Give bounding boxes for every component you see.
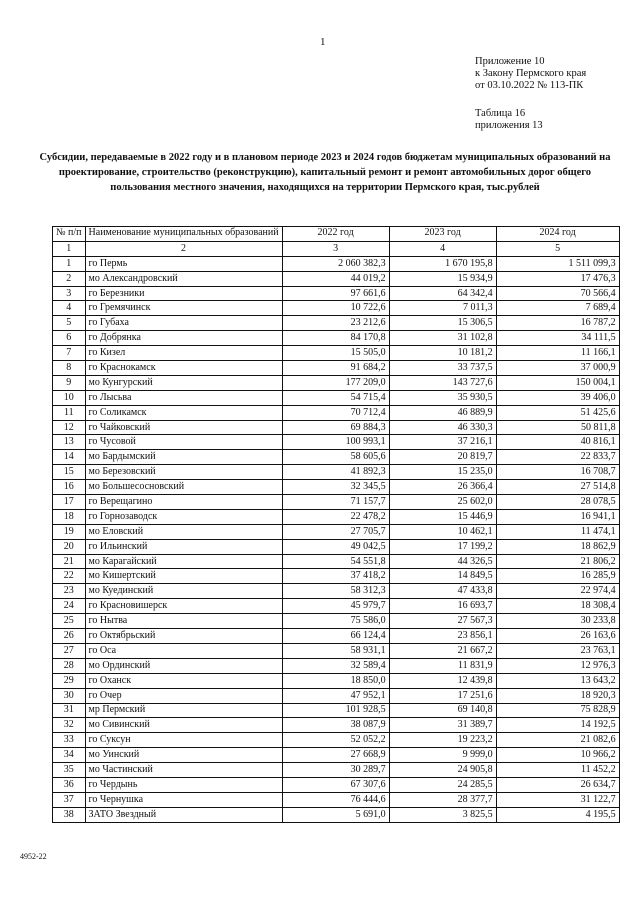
table-row <box>53 524 620 539</box>
municipality-name: мо Куединский <box>85 584 282 599</box>
table-row <box>53 450 620 465</box>
value-2024: 18 308,4 <box>496 599 619 614</box>
municipality-name: го Лысьва <box>85 390 282 405</box>
value-2023: 143 727,6 <box>389 375 496 390</box>
row-number: 18 <box>53 509 86 524</box>
value-2023: 44 326,5 <box>389 554 496 569</box>
table-row <box>53 688 620 703</box>
municipality-name: го Кизел <box>85 346 282 361</box>
value-2024: 28 078,5 <box>496 495 619 510</box>
value-2022: 41 892,3 <box>282 465 389 480</box>
value-2024: 37 000,9 <box>496 361 619 376</box>
table-row <box>53 748 620 763</box>
value-2022: 27 705,7 <box>282 524 389 539</box>
table-row <box>53 777 620 792</box>
row-number: 15 <box>53 465 86 480</box>
table-row <box>53 301 620 316</box>
value-2023: 20 819,7 <box>389 450 496 465</box>
value-2024: 22 974,4 <box>496 584 619 599</box>
value-2024: 70 566,4 <box>496 286 619 301</box>
row-number: 24 <box>53 599 86 614</box>
table-row <box>53 658 620 673</box>
value-2024: 27 514,8 <box>496 480 619 495</box>
value-2022: 58 605,6 <box>282 450 389 465</box>
value-2022: 44 019,2 <box>282 271 389 286</box>
municipality-name: мо Кишертский <box>85 569 282 584</box>
municipality-name: го Березники <box>85 286 282 301</box>
table-row <box>53 554 620 569</box>
value-2022: 54 715,4 <box>282 390 389 405</box>
value-2024: 26 634,7 <box>496 777 619 792</box>
row-number: 7 <box>53 346 86 361</box>
value-2023: 15 306,5 <box>389 316 496 331</box>
table-row <box>53 316 620 331</box>
municipality-name: го Нытва <box>85 614 282 629</box>
value-2023: 1 670 195,8 <box>389 256 496 271</box>
row-number: 23 <box>53 584 86 599</box>
header-number: № п/п <box>53 227 86 242</box>
column-index: 2 <box>85 241 282 256</box>
value-2023: 16 693,7 <box>389 599 496 614</box>
value-2024: 50 811,8 <box>496 420 619 435</box>
value-2024: 39 406,0 <box>496 390 619 405</box>
table-row <box>53 718 620 733</box>
value-2022: 76 444,6 <box>282 792 389 807</box>
municipality-name: мо Ординский <box>85 658 282 673</box>
municipality-name: мо Александровский <box>85 271 282 286</box>
table-row <box>53 271 620 286</box>
appendix-line: к Закону Пермского края <box>475 68 587 79</box>
table-row <box>53 569 620 584</box>
value-2023: 69 140,8 <box>389 703 496 718</box>
row-number: 33 <box>53 733 86 748</box>
municipality-name: го Добрянка <box>85 331 282 346</box>
table-row <box>53 361 620 376</box>
table-label: Таблица 16 <box>475 108 526 119</box>
table-row <box>53 763 620 778</box>
value-2022: 52 052,2 <box>282 733 389 748</box>
value-2023: 3 825,5 <box>389 807 496 822</box>
row-number: 22 <box>53 569 86 584</box>
row-number: 11 <box>53 405 86 420</box>
municipality-name: го Верещагино <box>85 495 282 510</box>
table-row <box>53 614 620 629</box>
value-2023: 35 930,5 <box>389 390 496 405</box>
value-2022: 54 551,8 <box>282 554 389 569</box>
value-2023: 23 856,1 <box>389 629 496 644</box>
value-2023: 10 462,1 <box>389 524 496 539</box>
value-2023: 9 999,0 <box>389 748 496 763</box>
table-body <box>53 256 620 822</box>
municipality-name: мо Березовский <box>85 465 282 480</box>
value-2023: 64 342,4 <box>389 286 496 301</box>
value-2022: 66 124,4 <box>282 629 389 644</box>
value-2023: 46 889,9 <box>389 405 496 420</box>
municipality-name: мр Пермский <box>85 703 282 718</box>
table-row <box>53 256 620 271</box>
document-code: 4952-22 <box>20 852 47 861</box>
municipality-name: го Ильинский <box>85 539 282 554</box>
value-2022: 37 418,2 <box>282 569 389 584</box>
row-number: 12 <box>53 420 86 435</box>
municipality-name: го Чусовой <box>85 435 282 450</box>
table-header-row <box>53 227 620 242</box>
row-number: 9 <box>53 375 86 390</box>
value-2023: 17 199,2 <box>389 539 496 554</box>
value-2022: 69 884,3 <box>282 420 389 435</box>
table-row <box>53 420 620 435</box>
table-row <box>53 807 620 822</box>
row-number: 13 <box>53 435 86 450</box>
value-2023: 31 389,7 <box>389 718 496 733</box>
municipality-name: го Пермь <box>85 256 282 271</box>
value-2024: 30 233,8 <box>496 614 619 629</box>
table-row <box>53 495 620 510</box>
value-2022: 32 589,4 <box>282 658 389 673</box>
table-row <box>53 643 620 658</box>
value-2024: 31 122,7 <box>496 792 619 807</box>
row-number: 26 <box>53 629 86 644</box>
municipality-name: го Соликамск <box>85 405 282 420</box>
appendix-header <box>475 56 586 92</box>
municipality-name: го Октябрьский <box>85 629 282 644</box>
row-number: 35 <box>53 763 86 778</box>
value-2023: 33 737,5 <box>389 361 496 376</box>
value-2023: 7 011,3 <box>389 301 496 316</box>
value-2023: 15 934,9 <box>389 271 496 286</box>
page-number: 1 <box>320 36 326 48</box>
row-number: 6 <box>53 331 86 346</box>
value-2024: 21 082,6 <box>496 733 619 748</box>
value-2023: 28 377,7 <box>389 792 496 807</box>
value-2024: 11 166,1 <box>496 346 619 361</box>
value-2024: 11 474,1 <box>496 524 619 539</box>
value-2022: 10 722,6 <box>282 301 389 316</box>
row-number: 36 <box>53 777 86 792</box>
row-number: 32 <box>53 718 86 733</box>
row-number: 31 <box>53 703 86 718</box>
municipality-name: го Красновишерск <box>85 599 282 614</box>
header-2023: 2023 год <box>389 227 496 242</box>
value-2022: 45 979,7 <box>282 599 389 614</box>
value-2023: 11 831,9 <box>389 658 496 673</box>
table-row <box>53 584 620 599</box>
value-2024: 13 643,2 <box>496 673 619 688</box>
header-2024: 2024 год <box>496 227 619 242</box>
value-2022: 49 042,5 <box>282 539 389 554</box>
value-2023: 24 285,5 <box>389 777 496 792</box>
document-title: Субсидии, передаваемые в 2022 году и в плановом периоде 2023 и 2024 годов бюджетам муниципальных образований на проектирование, строительство (реконструкцию), капитальный ремонт и ремонт автомобильных дорог общего пользования местного значения, находящихся на территории Пермского края, тыс.рублей <box>39 152 611 193</box>
value-2024: 16 285,9 <box>496 569 619 584</box>
value-2023: 17 251,6 <box>389 688 496 703</box>
municipality-name: го Оса <box>85 643 282 658</box>
value-2023: 24 905,8 <box>389 763 496 778</box>
value-2022: 177 209,0 <box>282 375 389 390</box>
row-number: 14 <box>53 450 86 465</box>
municipality-name: мо Уинский <box>85 748 282 763</box>
value-2023: 46 330,3 <box>389 420 496 435</box>
value-2022: 22 478,2 <box>282 509 389 524</box>
value-2024: 40 816,1 <box>496 435 619 450</box>
value-2022: 18 850,0 <box>282 673 389 688</box>
row-number: 21 <box>53 554 86 569</box>
municipality-name: го Оханск <box>85 673 282 688</box>
column-index: 1 <box>53 241 86 256</box>
value-2024: 4 195,5 <box>496 807 619 822</box>
value-2022: 5 691,0 <box>282 807 389 822</box>
row-number: 3 <box>53 286 86 301</box>
value-2022: 27 668,9 <box>282 748 389 763</box>
value-2023: 21 667,2 <box>389 643 496 658</box>
value-2022: 97 661,6 <box>282 286 389 301</box>
column-index: 3 <box>282 241 389 256</box>
value-2024: 21 806,2 <box>496 554 619 569</box>
value-2024: 23 763,1 <box>496 643 619 658</box>
row-number: 17 <box>53 495 86 510</box>
value-2023: 47 433,8 <box>389 584 496 599</box>
row-number: 5 <box>53 316 86 331</box>
table-row <box>53 599 620 614</box>
municipality-name: го Чердынь <box>85 777 282 792</box>
value-2023: 14 849,5 <box>389 569 496 584</box>
municipality-name: го Суксун <box>85 733 282 748</box>
table-row <box>53 792 620 807</box>
value-2024: 18 920,3 <box>496 688 619 703</box>
value-2022: 71 157,7 <box>282 495 389 510</box>
value-2022: 58 312,3 <box>282 584 389 599</box>
value-2022: 2 060 382,3 <box>282 256 389 271</box>
value-2022: 84 170,8 <box>282 331 389 346</box>
table-row <box>53 703 620 718</box>
value-2023: 15 446,9 <box>389 509 496 524</box>
municipality-name: мо Еловский <box>85 524 282 539</box>
row-number: 8 <box>53 361 86 376</box>
table-row <box>53 629 620 644</box>
value-2024: 1 511 099,3 <box>496 256 619 271</box>
row-number: 20 <box>53 539 86 554</box>
value-2023: 12 439,8 <box>389 673 496 688</box>
value-2023: 10 181,2 <box>389 346 496 361</box>
municipality-name: го Чайковский <box>85 420 282 435</box>
row-number: 28 <box>53 658 86 673</box>
value-2024: 11 452,2 <box>496 763 619 778</box>
value-2022: 67 307,6 <box>282 777 389 792</box>
value-2023: 26 366,4 <box>389 480 496 495</box>
value-2022: 100 993,1 <box>282 435 389 450</box>
table-row <box>53 390 620 405</box>
value-2022: 91 684,2 <box>282 361 389 376</box>
row-number: 2 <box>53 271 86 286</box>
value-2022: 38 087,9 <box>282 718 389 733</box>
municipality-name: мо Сивинский <box>85 718 282 733</box>
municipality-name: го Губаха <box>85 316 282 331</box>
value-2022: 32 345,5 <box>282 480 389 495</box>
column-index: 4 <box>389 241 496 256</box>
value-2024: 150 004,1 <box>496 375 619 390</box>
value-2022: 47 952,1 <box>282 688 389 703</box>
value-2024: 34 111,5 <box>496 331 619 346</box>
header-name: Наименование муниципальных образований <box>85 227 282 242</box>
table-reference <box>475 108 543 132</box>
value-2024: 7 689,4 <box>496 301 619 316</box>
municipality-name: го Горнозаводск <box>85 509 282 524</box>
value-2024: 12 976,3 <box>496 658 619 673</box>
appendix-line: от 03.10.2022 № 113-ПК <box>475 80 584 91</box>
value-2023: 25 602,0 <box>389 495 496 510</box>
row-number: 4 <box>53 301 86 316</box>
table-row <box>53 673 620 688</box>
row-number: 25 <box>53 614 86 629</box>
table-row <box>53 480 620 495</box>
table-row <box>53 733 620 748</box>
municipality-name: мо Большесосновский <box>85 480 282 495</box>
value-2024: 22 833,7 <box>496 450 619 465</box>
value-2024: 75 828,9 <box>496 703 619 718</box>
value-2024: 16 941,1 <box>496 509 619 524</box>
value-2022: 30 289,7 <box>282 763 389 778</box>
value-2024: 16 787,2 <box>496 316 619 331</box>
value-2024: 18 862,9 <box>496 539 619 554</box>
value-2023: 37 216,1 <box>389 435 496 450</box>
table-row <box>53 435 620 450</box>
row-number: 29 <box>53 673 86 688</box>
appendix-line: Приложение 10 <box>475 56 545 67</box>
table-row <box>53 405 620 420</box>
municipality-name: го Краснокамск <box>85 361 282 376</box>
value-2023: 19 223,2 <box>389 733 496 748</box>
row-number: 27 <box>53 643 86 658</box>
table-row <box>53 286 620 301</box>
municipality-name: мо Кунгурский <box>85 375 282 390</box>
value-2022: 15 505,0 <box>282 346 389 361</box>
value-2024: 10 966,2 <box>496 748 619 763</box>
municipality-name: мо Бардымский <box>85 450 282 465</box>
value-2022: 23 212,6 <box>282 316 389 331</box>
value-2022: 75 586,0 <box>282 614 389 629</box>
table-row <box>53 331 620 346</box>
value-2023: 15 235,0 <box>389 465 496 480</box>
table-appendix: приложения 13 <box>475 120 543 131</box>
row-number: 37 <box>53 792 86 807</box>
value-2024: 17 476,3 <box>496 271 619 286</box>
table-row <box>53 346 620 361</box>
row-number: 30 <box>53 688 86 703</box>
row-number: 34 <box>53 748 86 763</box>
municipality-name: мо Частинский <box>85 763 282 778</box>
value-2024: 26 163,6 <box>496 629 619 644</box>
subsidy-table <box>52 226 620 823</box>
value-2023: 31 102,8 <box>389 331 496 346</box>
municipality-name: го Очер <box>85 688 282 703</box>
column-index: 5 <box>496 241 619 256</box>
column-index-row <box>53 241 620 256</box>
table-row <box>53 375 620 390</box>
table-row <box>53 465 620 480</box>
value-2022: 58 931,1 <box>282 643 389 658</box>
value-2024: 14 192,5 <box>496 718 619 733</box>
value-2023: 27 567,3 <box>389 614 496 629</box>
table-row <box>53 539 620 554</box>
value-2024: 16 708,7 <box>496 465 619 480</box>
row-number: 1 <box>53 256 86 271</box>
value-2024: 51 425,6 <box>496 405 619 420</box>
header-2022: 2022 год <box>282 227 389 242</box>
table-row <box>53 509 620 524</box>
municipality-name: мо Карагайский <box>85 554 282 569</box>
municipality-name: го Гремячинск <box>85 301 282 316</box>
row-number: 16 <box>53 480 86 495</box>
row-number: 38 <box>53 807 86 822</box>
municipality-name: го Чернушка <box>85 792 282 807</box>
municipality-name: ЗАТО Звездный <box>85 807 282 822</box>
value-2022: 101 928,5 <box>282 703 389 718</box>
value-2022: 70 712,4 <box>282 405 389 420</box>
row-number: 19 <box>53 524 86 539</box>
row-number: 10 <box>53 390 86 405</box>
